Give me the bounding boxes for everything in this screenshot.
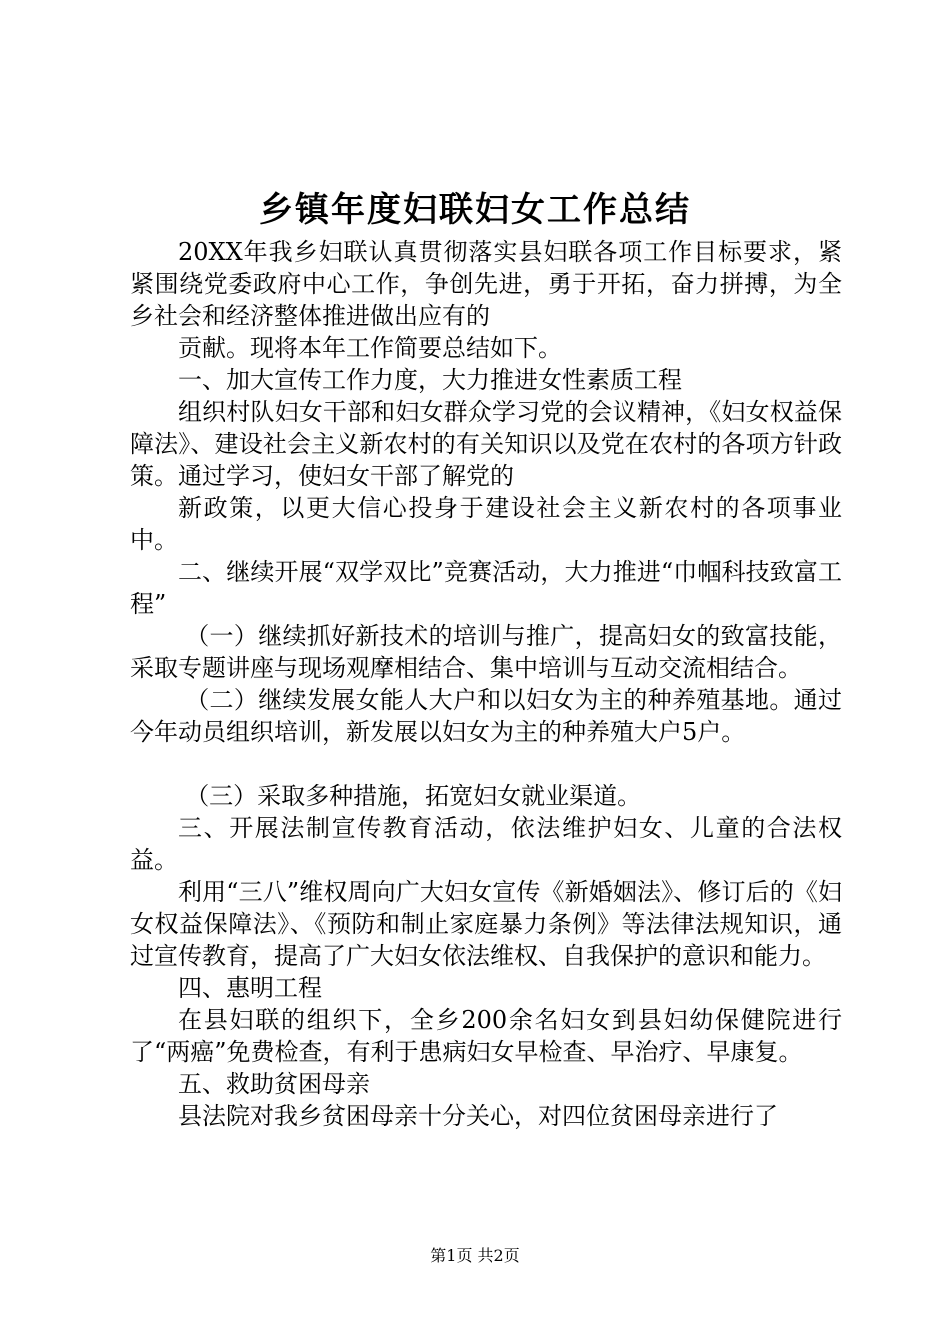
- paragraph-section-4: 在县妇联的组织下，全乡200余名妇女到县妇幼保健院进行了“两癌”免费检查，有利于患病妇女早检查、早治疗、早康复。: [130, 1006, 842, 1066]
- paragraph-section-3: 利用“三八”维权周向广大妇女宣传《新婚姻法》、修订后的《妇女权益保障法》、《预防和制止家庭暴力条例》等法律法规知识，通过宣传教育，提高了广大妇女依法维权、自我保护的意识和能力。: [130, 878, 842, 970]
- paragraph-section-1: 组织村队妇女干部和妇女群众学习党的会议精神，《妇女权益保障法》、建设社会主义新农村的有关知识以及党在农村的各项方针政策。通过学习，使妇女干部了解党的: [130, 398, 842, 490]
- sub-item-1: （一）继续抓好新技术的培训与推广，提高妇女的致富技能，采取专题讲座与现场观摩相结合、集中培训与互动交流相结合。: [130, 622, 842, 682]
- section-heading-3: 三、开展法制宣传教育活动，依法维护妇女、儿童的合法权益。: [130, 814, 842, 874]
- section-heading-1: 一、加大宣传工作力度，大力推进女性素质工程: [178, 366, 682, 394]
- sub-item-2: （二）继续发展女能人大户和以妇女为主的种养殖基地。通过今年动员组织培训，新发展以妇女为主的种养殖大户5户。: [130, 686, 842, 746]
- document-title: 乡镇年度妇联妇女工作总结: [259, 190, 691, 230]
- document-body: [130, 236, 842, 1132]
- paragraph-intro: 20XX年我乡妇联认真贯彻落实县妇联各项工作目标要求，紧紧围绕党委政府中心工作，争创先进，勇于开拓，奋力拼搏，为全乡社会和经济整体推进做出应有的: [130, 238, 842, 330]
- paragraph-section-5: 县法院对我乡贫困母亲十分关心，对四位贫困母亲进行了: [178, 1102, 778, 1130]
- sub-item-3: （三）采取多种措施，拓宽妇女就业渠道。: [185, 782, 642, 810]
- section-heading-4: 四、惠明工程: [178, 974, 322, 1002]
- paragraph-gap: [130, 748, 842, 780]
- section-heading-2: 二、继续开展“双学双比”竞赛活动，大力推进“巾帼科技致富工程”: [130, 558, 842, 618]
- paragraph-intro-cont: 贡献。现将本年工作简要总结如下。: [178, 334, 562, 362]
- paragraph-section-1-cont: 新政策，以更大信心投身于建设社会主义新农村的各项事业中。: [130, 494, 842, 554]
- section-heading-5: 五、救助贫困母亲: [178, 1070, 370, 1098]
- page-footer: 第1页 共2页: [430, 1246, 520, 1265]
